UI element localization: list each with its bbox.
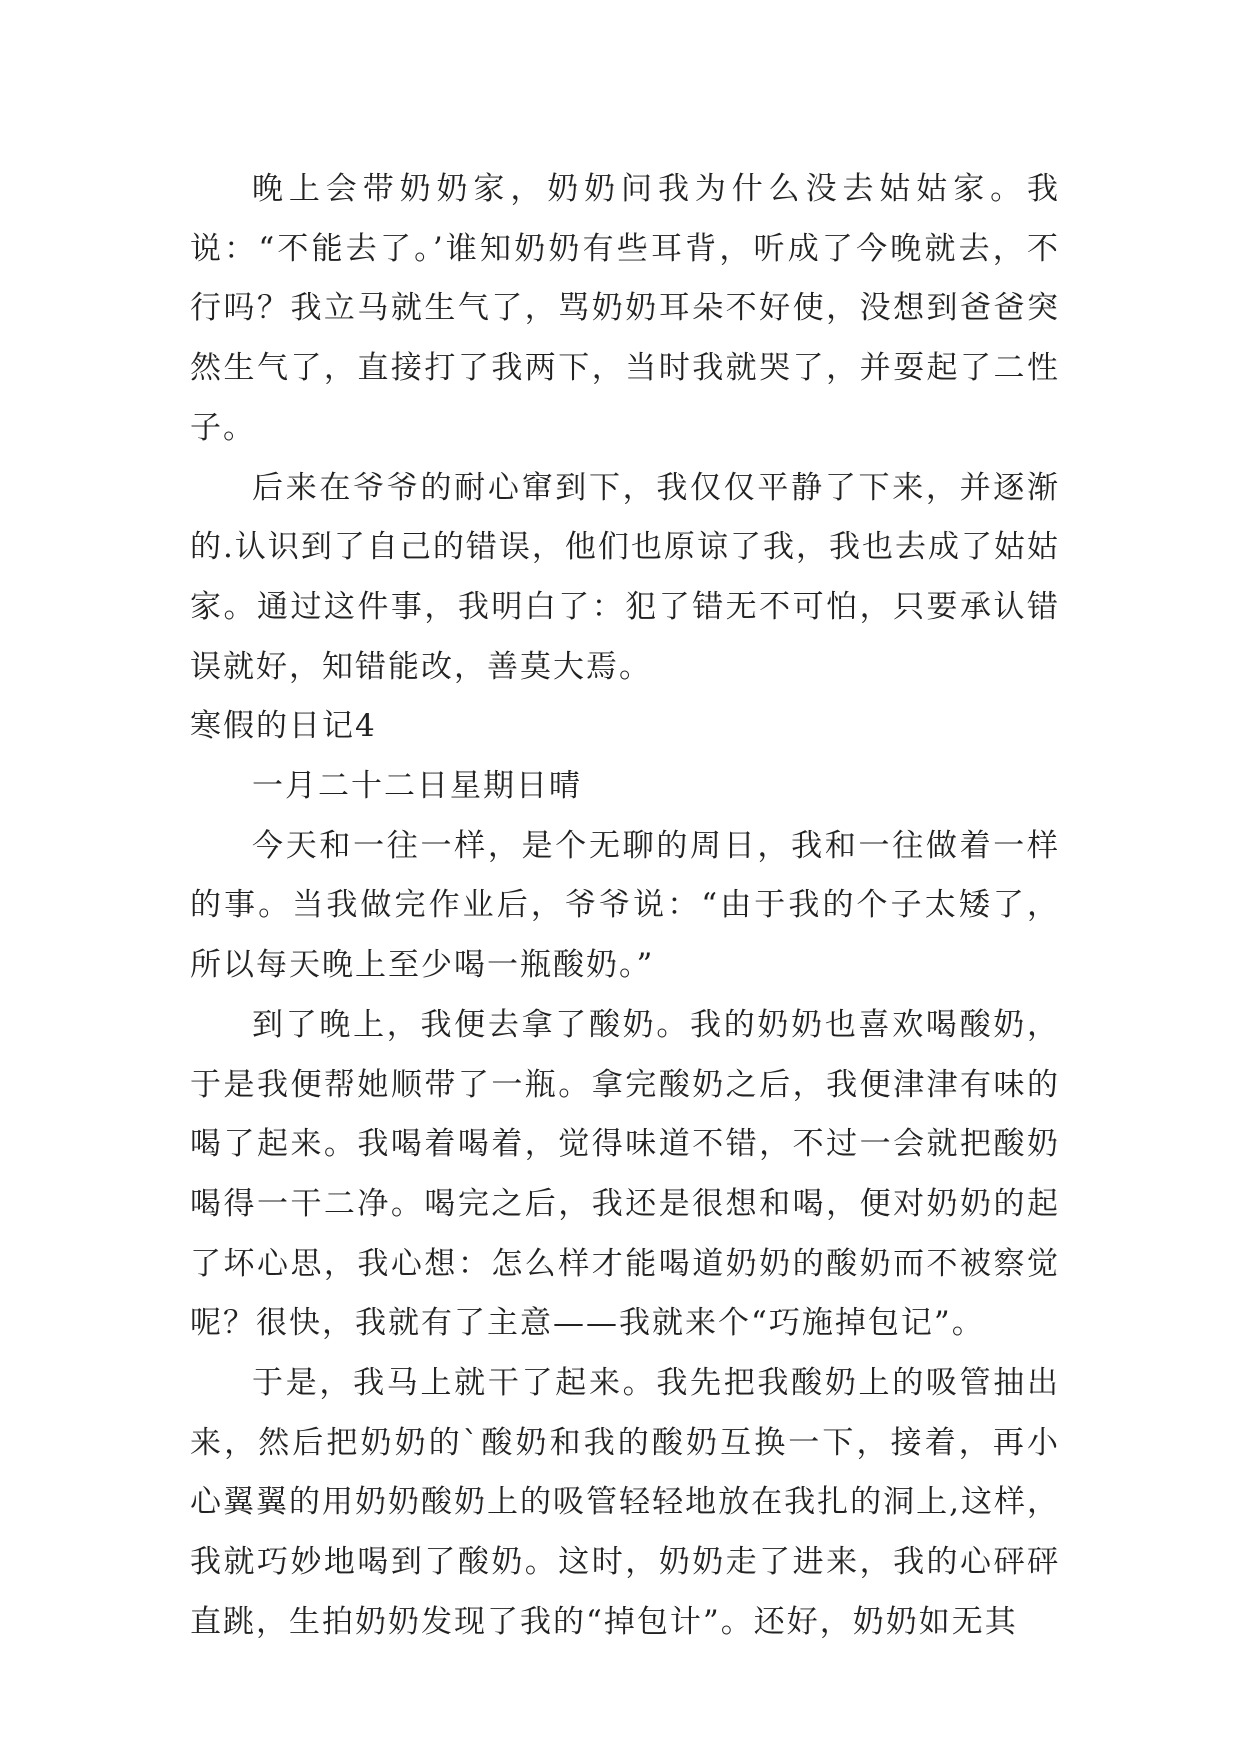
paragraph-1: 晚上会带奶奶家，奶奶问我为什么没去姑姑家。我说：“不能去了。’谁知奶奶有些耳背，听成了今晚就去，不行吗？我立马就生气了，骂奶奶耳朵不好使，没想到爸爸突然生气了，直接打了我两下，当时我就哭了，并耍起了二性子。 [190, 171, 1060, 446]
paragraph-5: 于是，我马上就干了起来。我先把我酸奶上的吸管抽出来，然后把奶奶的`酸奶和我的酸奶互换一下，接着，再小心翼翼的用奶奶酸奶上的吸管轻轻地放在我扎的洞上,这样，我就巧妙地喝到了酸奶。这时，奶奶走了进来，我的心砰砰直跳，生拍奶奶发现了我的“掉包计”。还好，奶奶如无其 [190, 1365, 1060, 1640]
date-line: 一月二十二日星期日晴 [252, 768, 582, 805]
document-body [190, 160, 1060, 1653]
paragraph-3: 今天和一往一样，是个无聊的周日，我和一往做着一样的事。当我做完作业后，爷爷说：“由于我的个子太矮了，所以每天晚上至少喝一瓶酸奶。” [190, 827, 1060, 984]
paragraph-4: 到了晚上，我便去拿了酸奶。我的奶奶也喜欢喝酸奶，于是我便帮她顺带了一瓶。拿完酸奶之后，我便津津有味的喝了起来。我喝着喝着，觉得味道不错，不过一会就把酸奶喝得一干二净。喝完之后，我还是很想和喝，便对奶奶的起了坏心思，我心想：怎么样才能喝道奶奶的酸奶而不被察觉呢？很快，我就有了主意——我就来个“巧施掉包记”。 [190, 1006, 1060, 1342]
paragraph-2: 后来在爷爷的耐心窜到下，我仅仅平静了下来，并逐渐的.认识到了自己的错误，他们也原谅了我，我也去成了姑姑家。通过这件事，我明白了：犯了错无不可怕，只要承认错误就好，知错能改，善莫大焉。 [190, 469, 1060, 685]
section-heading: 寒假的日记4 [190, 708, 377, 745]
